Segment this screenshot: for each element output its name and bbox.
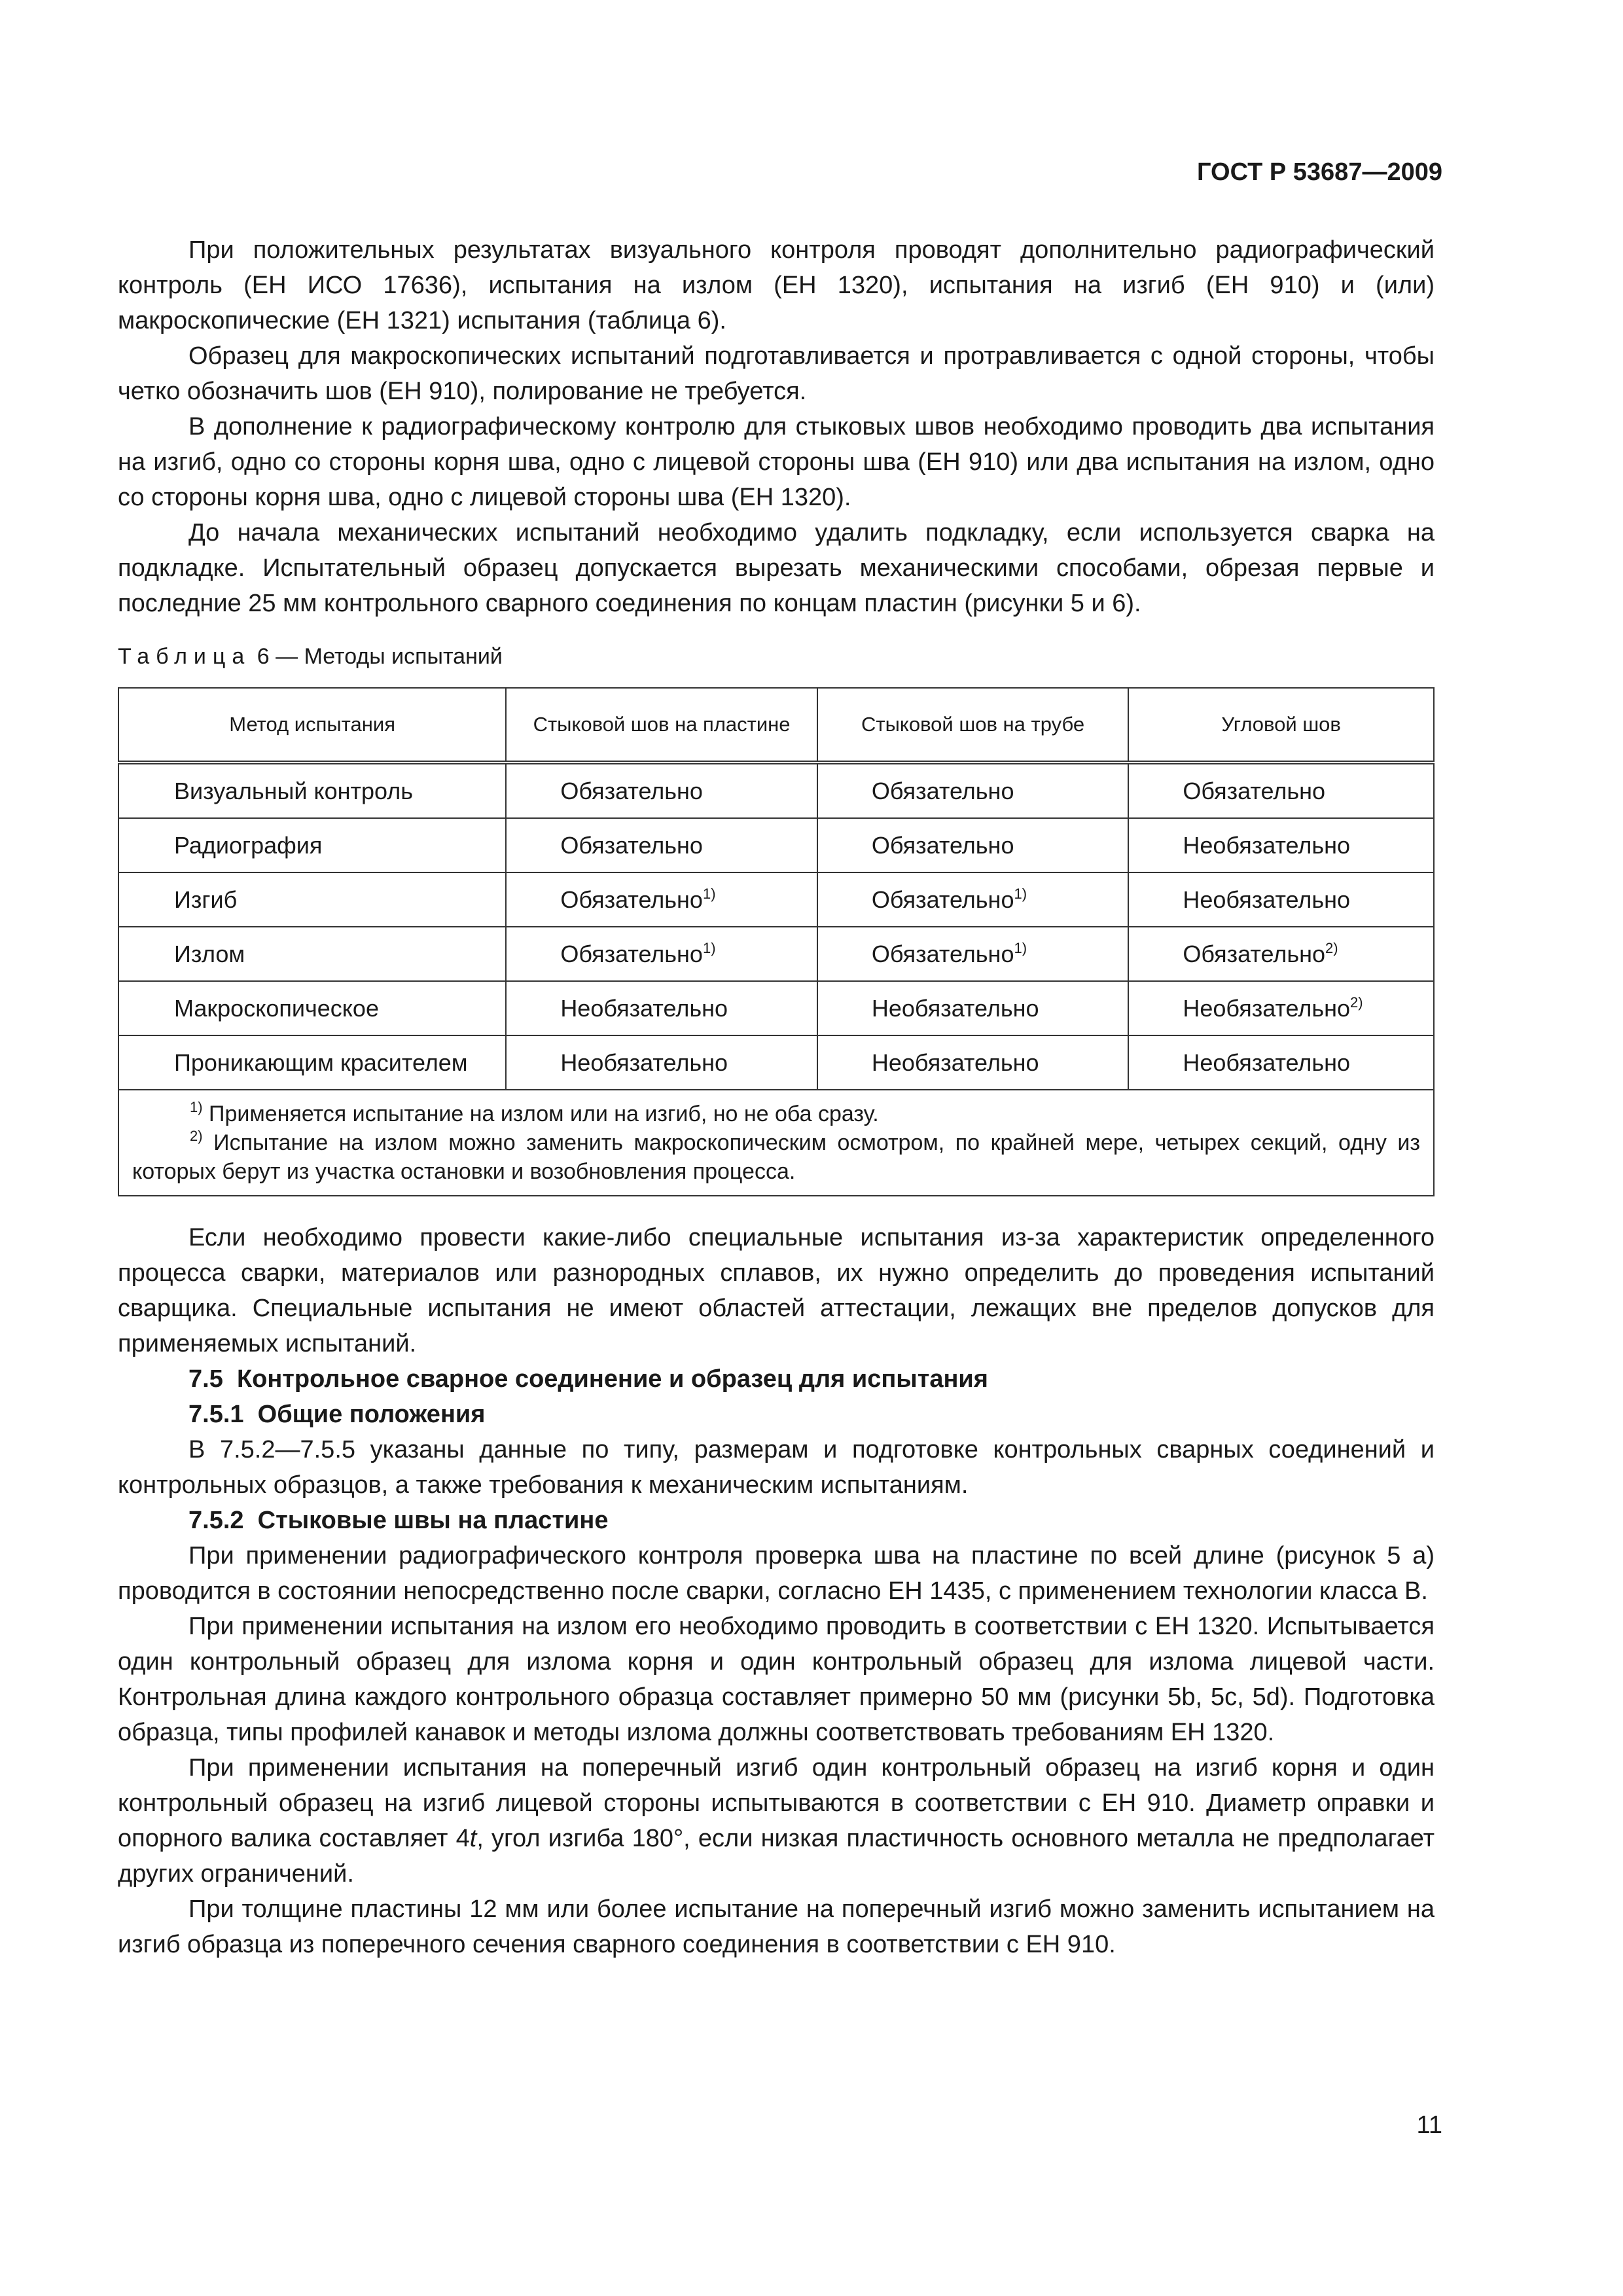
column-header: Стыковой шов на трубе	[817, 688, 1129, 762]
table-cell: Обязательно$^{1)}$	[506, 927, 817, 981]
column-header: Стыковой шов на пластине	[506, 688, 817, 762]
section-heading-7-5-1: 7.5.1 Общие положения	[188, 1401, 486, 1428]
table-row	[118, 1035, 1434, 1090]
table-cell: Обязательно$^{1)}$	[817, 872, 1129, 927]
page-number: 11	[1416, 2111, 1442, 2139]
column-header: Метод испытания	[118, 688, 506, 762]
paragraph: При применении испытания на излом его необходимо проводить в соответствии с ЕН 1320. Испытывается один контрольный образец для излома корня и один контрольный образец для излома лицевой части. Контрольная длина каждого контрольного образца составляет примерно 50 мм (рисунки 5b, 5c, 5d). Подготовка образца, типы профилей канавок и методы излома должны соответствовать требованиям ЕН 1320.	[118, 1613, 1435, 1746]
paragraph: При толщине пластины 12 мм или более испытание на поперечный изгиб можно заменить испытанием на изгиб образца из поперечного сечения сварного соединения в соответствии с ЕН 910.	[118, 1895, 1435, 1958]
table-cell: Необязательно	[817, 981, 1129, 1035]
section-heading-7-5-2: 7.5.2 Стыковые швы на пластине	[188, 1507, 609, 1534]
table-row	[118, 927, 1434, 981]
table-cell: Обязательно	[817, 818, 1129, 872]
table-cell: Обязательно$^{1)}$	[506, 872, 817, 927]
method-cell: Излом	[118, 927, 506, 981]
paragraph: Если необходимо провести какие-либо специальные испытания из-за характеристик определенного процесса сварки, материалов или разнородных сплавов, их нужно определить до проведения испытаний сварщика. Специальные испытания не имеют областей аттестации, лежащих вне пределов допусков для применяемых испытаний.	[118, 1224, 1435, 1357]
method-cell: Макроскопическое	[118, 981, 506, 1035]
document-header: ГОСТ Р 53687—2009	[1197, 158, 1442, 186]
paragraph: При применении радиографического контроля проверка шва на пластине по всей длине (рисунок 5 а) проводится в состоянии непосредственно после сварки, согласно ЕН 1435, с применением технологии класса В.	[118, 1542, 1435, 1605]
section-heading-7-5: 7.5 Контрольное сварное соединение и образец для испытания	[188, 1365, 988, 1393]
paragraph: В дополнение к радиографическому контролю для стыковых швов необходимо проводить два испытания на изгиб, одно со стороны корня шва, одно с лицевой стороны шва (ЕН 910) или два испытания на излом, одно со стороны корня шва, одно с лицевой стороны шва (ЕН 1320).	[118, 413, 1435, 511]
column-header: Угловой шов	[1128, 688, 1434, 762]
table-cell: Необязательно	[817, 1035, 1129, 1090]
table-caption	[118, 644, 503, 670]
table-footnotes-row	[118, 1090, 1434, 1196]
paragraph: В 7.5.2—7.5.5 указаны данные по типу, размерам и подготовке контрольных сварных соединений и контрольных образцов, а также требования к механическим испытаниям.	[118, 1436, 1435, 1499]
table-caption-title: 6 — Методы испытаний	[257, 644, 503, 669]
table-cell: Необязательно	[1128, 1035, 1434, 1090]
method-cell: Изгиб	[118, 872, 506, 927]
method-cell: Радиография	[118, 818, 506, 872]
intro-text	[118, 232, 1435, 621]
table-footnotes	[118, 1090, 1434, 1196]
paragraph: При положительных результатах визуального контроля проводят дополнительно радиографический контроль (ЕН ИСО 17636), испытания на излом (ЕН 1320), испытания на изгиб (ЕН 910) и (или) макроскопические (ЕН 1321) испытания (таблица 6).	[118, 236, 1435, 334]
table-cell: Необязательно	[506, 1035, 817, 1090]
footnote: $^{1)}$ Применяется испытание на излом или на изгиб, но не оба сразу.	[190, 1099, 879, 1126]
method-cell: Проникающим красителем	[118, 1035, 506, 1090]
paragraph: До начала механических испытаний необходимо удалить подкладку, если используется сварка на подкладке. Испытательный образец допускается вырезать механическими способами, обрезая первые и последние 25 мм контрольного сварного соединения по концам пластин (рисунки 5 и 6).	[118, 519, 1435, 617]
table-cell: Обязательно$^{1)}$	[817, 927, 1129, 981]
table-cell: Обязательно	[1128, 762, 1434, 818]
table-row	[118, 872, 1434, 927]
body-text	[118, 1220, 1435, 1962]
table-cell: Обязательно	[817, 762, 1129, 818]
table-cell: Необязательно	[506, 981, 817, 1035]
table-caption-word: Таблица	[118, 644, 251, 669]
table-row	[118, 818, 1434, 872]
table-header-row	[118, 688, 1434, 762]
table-cell: Необязательно	[1128, 872, 1434, 927]
footnote: $^{2)}$ Испытание на излом можно заменить макроскопическим осмотром, по крайней мере, четырех секций, одну из которых берут из участка остановки и возобновления процесса.	[132, 1128, 1420, 1184]
table-cell: Необязательно$^{2)}$	[1128, 981, 1434, 1035]
table-cell: Обязательно	[506, 818, 817, 872]
table-cell: Необязательно	[1128, 818, 1434, 872]
test-methods-table	[118, 687, 1435, 1196]
method-cell: Визуальный контроль	[118, 762, 506, 818]
table-row	[118, 762, 1434, 818]
paragraph: При применении испытания на поперечный изгиб один контрольный образец на изгиб корня и один контрольный образец на изгиб лицевой стороны испытываются в соответствии с ЕН 910. Диаметр оправки и опорного валика составляет 4t, угол изгиба 180°, если низкая пластичность основного металла не предполагает других ограничений.	[118, 1754, 1435, 1888]
table-row	[118, 981, 1434, 1035]
paragraph: Образец для макроскопических испытаний подготавливается и протравливается с одной стороны, чтобы четко обозначить шов (ЕН 910), полирование не требуется.	[118, 342, 1435, 405]
table-cell: Обязательно	[506, 762, 817, 818]
table-cell: Обязательно$^{2)}$	[1128, 927, 1434, 981]
